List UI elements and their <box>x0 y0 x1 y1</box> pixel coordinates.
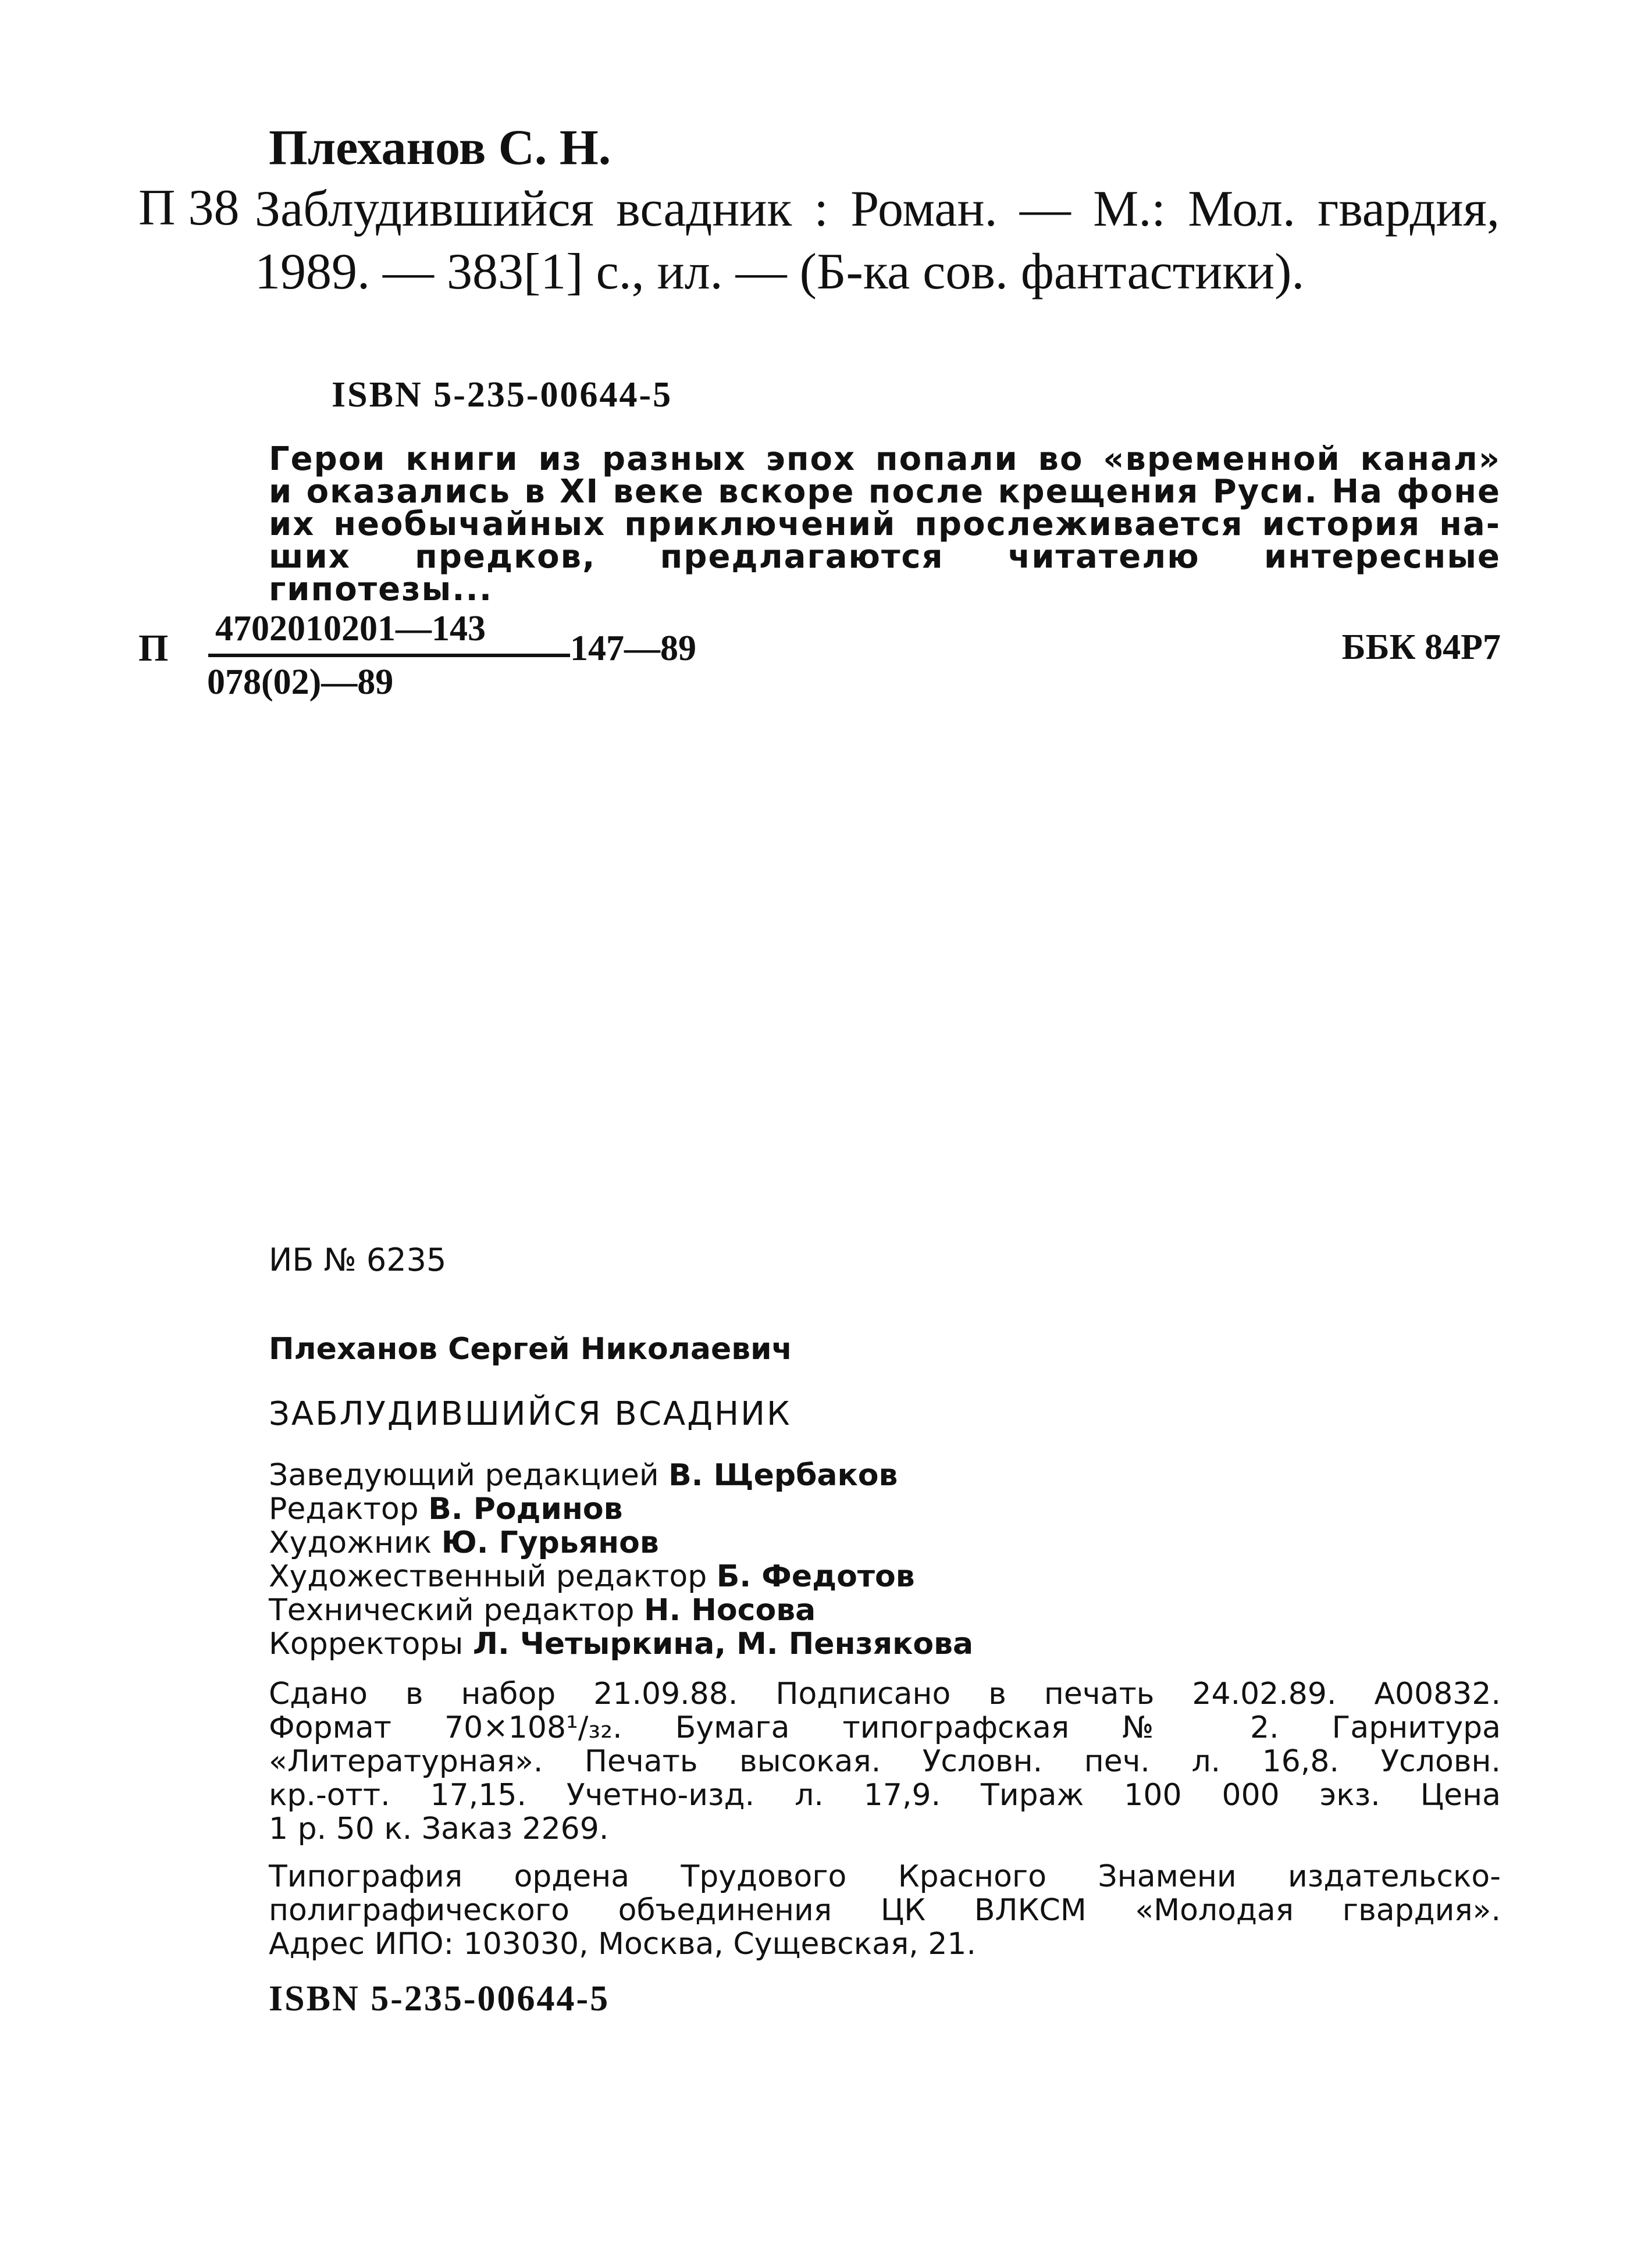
bbk-code: ББК 84Р7 <box>1341 627 1501 667</box>
printing-line: кр.-отт. 17,15. Учетно-изд. л. 17,9. Тираж 100 000 экз. Цена <box>269 1778 1501 1813</box>
fraction-numerator: 4702010201—143 <box>215 609 486 648</box>
credit-role: Художник <box>269 1525 442 1560</box>
printer-address <box>269 1860 1501 1961</box>
credit-line <box>269 1492 973 1526</box>
credit-role: Редактор <box>269 1492 429 1527</box>
printing-line: 1 р. 50 к. Заказ 2269. <box>269 1811 609 1846</box>
isbn-top: ISBN 5-235-00644-5 <box>332 375 673 415</box>
credit-role: Технический редактор <box>269 1593 645 1628</box>
credit-line <box>269 1560 973 1593</box>
printing-line: «Литературная». Печать высокая. Условн. печ. л. 16,8. Условн. <box>269 1744 1501 1779</box>
isbn-bottom: ISBN 5-235-00644-5 <box>269 1979 610 2019</box>
credit-role: Заведующий редакцией <box>269 1458 669 1493</box>
credit-line <box>269 1593 973 1627</box>
credit-name: В. Родинов <box>428 1492 623 1527</box>
printer-line: Типография ордена Трудового Красного Знамени издательско- <box>269 1859 1501 1894</box>
credit-role: Корректоры <box>269 1627 473 1661</box>
credit-name: Б. Федотов <box>716 1559 915 1594</box>
classification-suffix: 147—89 <box>570 629 696 668</box>
annotation-line: их необычайных приключений прослеживается история на- <box>269 505 1501 543</box>
annotation-line: ших предков, предлагаются читателю интересные гипотезы... <box>269 538 1501 608</box>
classification-fraction <box>197 611 604 704</box>
credit-name: Ю. Гурьянов <box>441 1525 659 1560</box>
credit-line <box>269 1526 973 1560</box>
credit-line <box>269 1627 973 1661</box>
ib-number: ИБ № 6235 <box>269 1242 447 1278</box>
printing-line: Формат 70×108¹/₃₂. Бумага типографская № 2. Гарнитура <box>269 1710 1501 1745</box>
imprint-title: ЗАБЛУДИВШИЙСЯ ВСАДНИК <box>269 1395 792 1433</box>
credit-role: Художественный редактор <box>269 1559 717 1594</box>
bibliographic-description: Заблудившийся всадник : Роман. — М.: Мол. гвардия, 1989. — 383[1] с., ил. — (Б-ка сов. фантастики). <box>255 181 1500 300</box>
printer-line: Адрес ИПО: 103030, Москва, Сущевская, 21. <box>269 1927 977 1962</box>
credit-line <box>269 1458 973 1492</box>
classification-letter: П <box>138 627 169 669</box>
imprint-author: Плеханов Сергей Николаевич <box>269 1332 793 1367</box>
annotation <box>269 440 1501 608</box>
printer-line: полиграфического объединения ЦК ВЛКСМ «Молодая гвардия». <box>269 1893 1501 1928</box>
shelf-code: П 38 <box>138 180 240 236</box>
annotation-line: и оказались в XI веке вскоре после крещения Руси. На фоне <box>269 473 1501 511</box>
fraction-bar <box>208 654 570 657</box>
fraction-denominator: 078(02)—89 <box>207 662 394 702</box>
credit-name: В. Щербаков <box>668 1458 898 1493</box>
annotation-line: Герои книги из разных эпох попали во «временной канал» <box>269 440 1501 478</box>
credit-name: Л. Четыркина, М. Пензякова <box>472 1627 974 1661</box>
credit-name: Н. Носова <box>644 1593 816 1628</box>
credits-list <box>269 1458 973 1661</box>
printing-line: Сдано в набор 21.09.88. Подписано в печать 24.02.89. А00832. <box>269 1677 1501 1711</box>
author-heading: Плеханов С. Н. <box>269 119 611 175</box>
printing-info <box>269 1677 1501 1846</box>
